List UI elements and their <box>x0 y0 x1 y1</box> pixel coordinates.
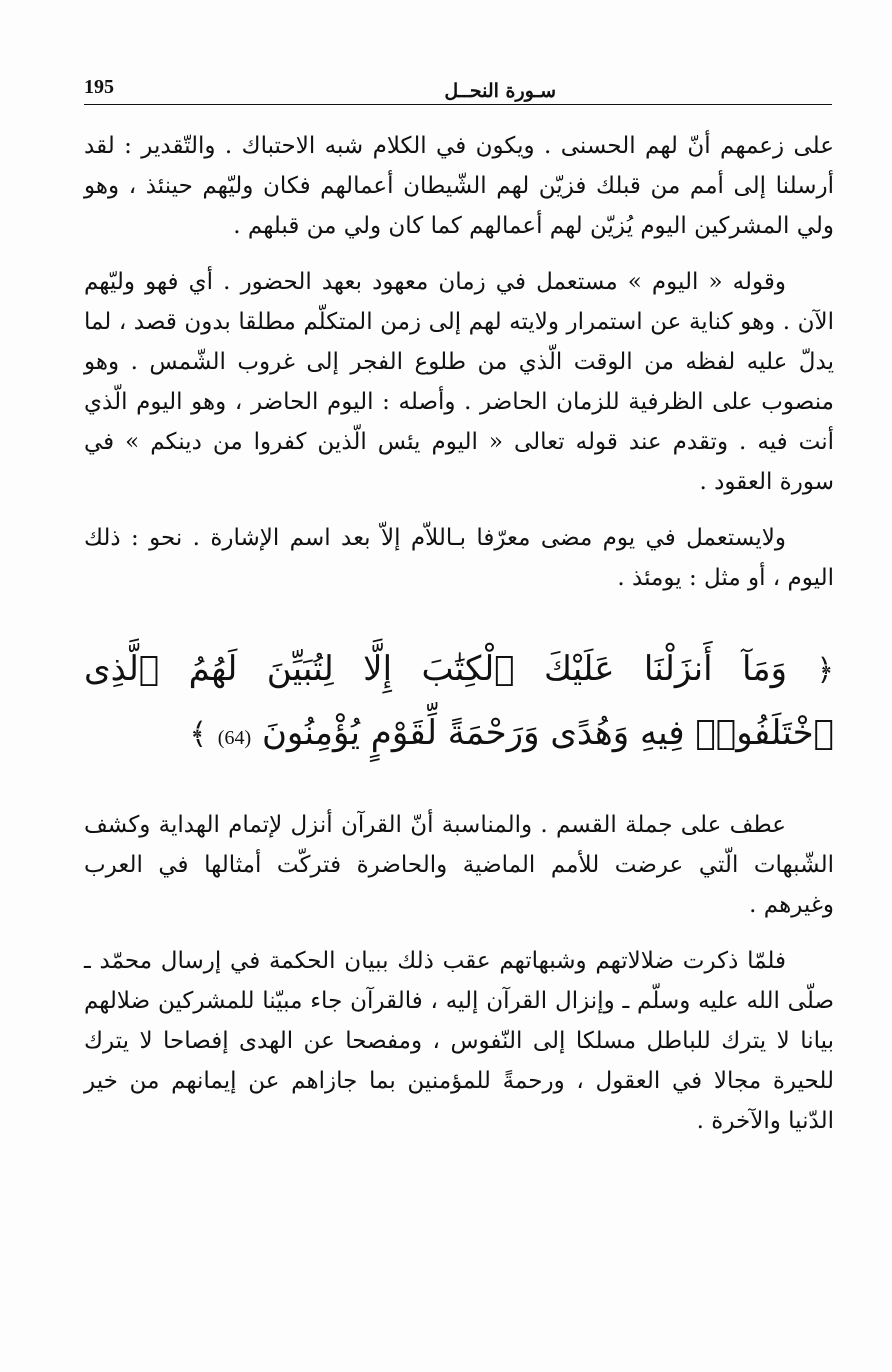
paragraph: على زعمهم أنّ لهم الحسنى . ويكون في الكلام شبه الاحتباك . والتّقدير : لقد أرسلنا إلى أمم من قبلك فزيّن لهم الشّيطان أعمالهم فكان وليّهم حينئذ ، وهو ولي المشركين اليوم يُزيّن لهم أعمالهم كما كان ولي من قبلهم . <box>84 133 834 239</box>
ayah-number: (64) <box>217 727 252 749</box>
running-title: سـورة النحــل <box>444 80 556 102</box>
paragraph: ولايستعمل في يوم مضى معرّفا بـاللاّم إلاّ بعد اسم الإشارة . نحو : ذلك اليوم ، أو مثل : يومئذ . <box>84 525 834 591</box>
quran-verse <box>84 638 834 769</box>
verse-close-bracket: ﴾ <box>189 717 207 752</box>
verse-text: وَمَآ أَنزَلْنَا عَلَيْكَ ٱلْكِتَٰبَ إِلَّا لِتُبَيِّنَ لَهُمُ ٱلَّذِى ٱخْتَلَفُوا۟ فِيهِ وَهُدًى وَرَحْمَةً لِّقَوْمٍ يُؤْمِنُونَ <box>84 649 834 753</box>
verse-open-bracket: ﴿ <box>816 653 835 688</box>
page-header <box>84 74 832 106</box>
paragraph: فلمّا ذكرت ضلالاتهم وشبهاتهم عقب ذلك ببيان الحكمة في إرسال محمّد ـ صلّى الله عليه وسلّم ـ وإنزال القرآن إليه ، فالقرآن جاء مبيّنا للمشركين ضلالهم بيانا لا يترك للباطل مسلكا إلى النّفوس ، ومفصحا عن الهدى إفصاحا لا يترك للحيرة مجالا في العقول ، ورحمةً للمؤمنين بما جازاهم عن إيمانهم من خير الدّنيا والآخرة . <box>84 948 834 1134</box>
page-body <box>84 126 834 1141</box>
paragraph: وقوله « اليوم » مستعمل في زمان معهود بعهد الحضور . أي فهو وليّهم الآن . وهو كناية عن استمرار ولايته لهم إلى زمن المتكلّم مطلقا بدون قصد ، لما يدلّ عليه لفظه من الوقت الّذي من طلوع الفجر إلى غروب الشّمس . وهو منصوب على الظرفية للزمان الحاضر . وأصله : اليوم الحاضر ، وهو اليوم الّذي أنت فيه . وتقدم عند قوله تعالى « اليوم يئس الّذين كفروا من دينكم » في سورة العقود . <box>84 269 834 495</box>
page-number: 195 <box>84 76 114 98</box>
header-rule <box>84 104 832 105</box>
paragraph: عطف على جملة القسم . والمناسبة أنّ القرآن أنزل لإتمام الهداية وكشف الشّبهات الّتي عرضت للأمم الماضية والحاضرة فتركّت أمثالها في العرب وغيرهم . <box>84 812 834 918</box>
